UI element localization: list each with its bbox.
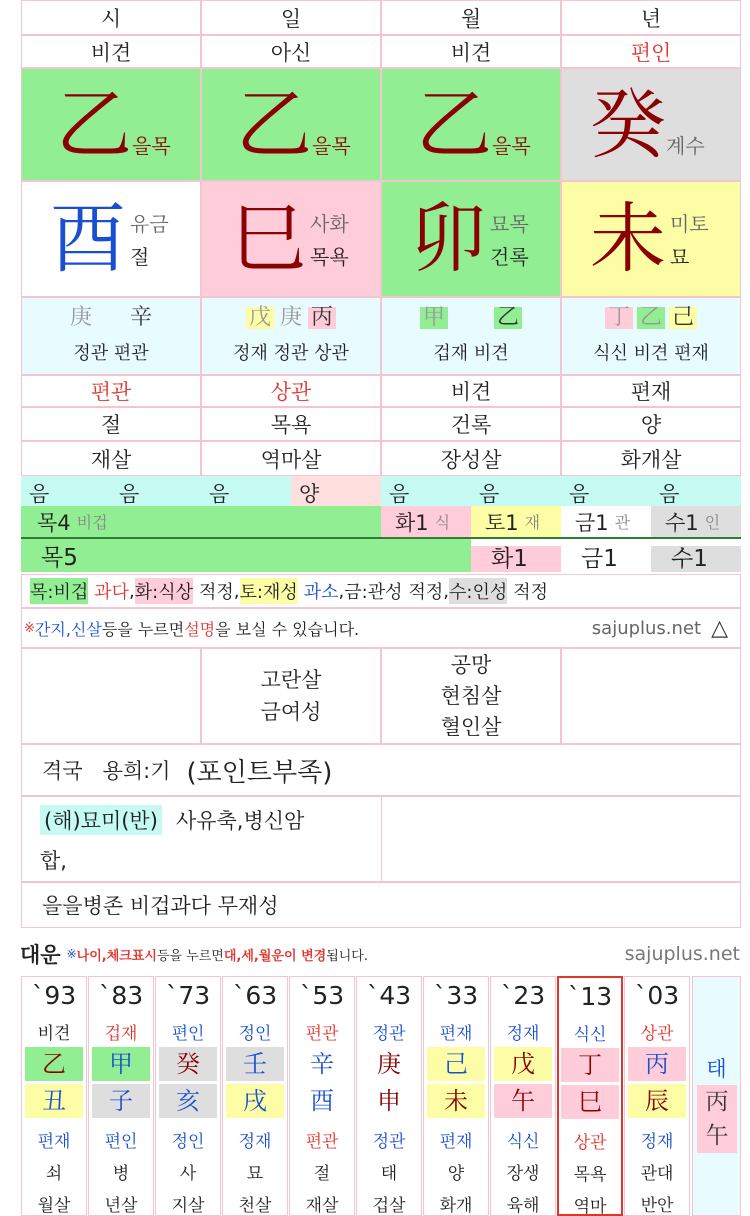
daeun-site-link[interactable]: sajuplus.net <box>624 943 740 965</box>
daeun-bgod: 정재 <box>640 1132 674 1152</box>
yinyang-cell: 음 <box>119 482 140 506</box>
daeun-stem: 癸 <box>159 1047 217 1081</box>
daeun-sal: 지살 <box>171 1196 205 1216</box>
daeun-stem: 丁 <box>561 1048 619 1082</box>
stage-label: 절 <box>100 413 122 437</box>
tengod-day[interactable] <box>201 35 381 68</box>
daeun-god: 겁재 <box>104 1024 138 1044</box>
main-label: 상관 <box>270 380 312 404</box>
daeun-stage: 절 <box>313 1164 331 1184</box>
header-hour <box>21 0 201 35</box>
stem-label: 을목 <box>132 134 171 158</box>
header-month <box>381 0 561 35</box>
daeun-stem: 戊 <box>494 1047 552 1081</box>
daeun-sal: 반안 <box>640 1196 674 1216</box>
daeun-sal: 천살 <box>238 1196 272 1216</box>
daeun-branch: 酉 <box>293 1084 351 1118</box>
branch-day[interactable] <box>201 181 381 297</box>
branch-label: 묘목 <box>490 212 529 236</box>
branch-year[interactable] <box>561 181 741 297</box>
sal-label: 역마살 <box>260 447 322 472</box>
hidden-month[interactable] <box>381 297 561 375</box>
sinsal-item: 고란살 <box>260 668 322 692</box>
note-end: 을 보실 수 있습니다. <box>215 619 360 639</box>
balance-geum-state: 적정 <box>408 582 444 603</box>
daeun-branch: 戌 <box>226 1084 284 1118</box>
hidden-hour[interactable] <box>21 297 201 375</box>
sal-label: 화개살 <box>620 447 682 472</box>
daeun-pre: 나이,체크표시 <box>76 948 157 964</box>
tengod-month[interactable] <box>381 35 561 68</box>
summary-text: 을을병존 비겁과다 무재성 <box>42 894 279 918</box>
daeun-col[interactable] <box>490 976 556 1216</box>
main-hour[interactable] <box>21 375 201 407</box>
daeun-col[interactable] <box>88 976 154 1216</box>
tae-stem: 丙 <box>697 1085 737 1119</box>
hidden-stem: 甲 <box>420 307 448 329</box>
daeun-age[interactable]: `73 <box>165 981 211 1010</box>
daeun-bgod: 정인 <box>171 1132 205 1152</box>
daeun-branch: 巳 <box>561 1085 619 1119</box>
daeun-age[interactable]: `13 <box>567 982 613 1011</box>
stage-label: 목욕 <box>270 413 312 437</box>
daeun-mark: ※ <box>66 947 77 961</box>
sal-hour[interactable] <box>21 441 201 476</box>
daeun-age[interactable]: `33 <box>433 981 479 1010</box>
yinyang-cell: 음 <box>569 482 590 506</box>
hidden-names: 식신 비견 편재 <box>593 343 709 364</box>
tae-branch: 午 <box>697 1119 737 1153</box>
hidden-stem: 丙 <box>308 307 336 329</box>
daeun-stage: 병 <box>112 1164 130 1184</box>
daeun-god: 정관 <box>372 1024 406 1044</box>
daeun-stage: 사 <box>179 1164 197 1184</box>
site-link[interactable]: sajuplus.net <box>591 617 702 639</box>
daeun-stage: 목욕 <box>573 1165 607 1185</box>
hidden-names: 정재 정관 상관 <box>233 343 349 364</box>
daeun-god: 정재 <box>506 1024 540 1044</box>
hidden-year[interactable] <box>561 297 741 375</box>
triangle-icon[interactable]: △ <box>711 615 728 641</box>
tengod-label: 비견 <box>450 40 492 65</box>
daeun-god: 편인 <box>171 1024 205 1044</box>
daeun-col-selected[interactable] <box>557 976 623 1216</box>
branch-label: 유금 <box>130 212 169 236</box>
daeun-god: 식신 <box>573 1025 607 1045</box>
sal-year[interactable] <box>561 441 741 476</box>
sinsal-year <box>561 648 741 744</box>
daeun-stage: 쇠 <box>45 1164 63 1184</box>
main-year[interactable] <box>561 375 741 407</box>
daeun-god: 상관 <box>640 1024 674 1044</box>
daeun-stem: 甲 <box>92 1047 150 1081</box>
hidden-stem: 戊 <box>246 307 274 329</box>
sinsal-item: 혈인살 <box>440 714 502 739</box>
branch-month[interactable] <box>381 181 561 297</box>
daeun-age[interactable]: `03 <box>634 981 680 1010</box>
hidden-day[interactable] <box>201 297 381 375</box>
daeun-god: 편재 <box>439 1024 473 1044</box>
daeun-age[interactable]: `53 <box>299 981 345 1010</box>
element-hwa-bar[interactable] <box>381 506 471 537</box>
daeun-god: 정인 <box>238 1024 272 1044</box>
stage-hour[interactable] <box>21 407 201 441</box>
daeun-age[interactable]: `63 <box>232 981 278 1010</box>
stage-year[interactable] <box>561 407 741 441</box>
balance-su-state: 적정 <box>513 582 549 603</box>
balance-comma: , <box>338 580 345 602</box>
hidden-stem: 乙 <box>637 307 665 329</box>
summary-row <box>21 882 741 928</box>
yinyang-cell: 음 <box>29 482 50 506</box>
branch-char: 巳 <box>230 194 306 283</box>
tengod-label: 아신 <box>270 40 312 65</box>
daeun-branch: 子 <box>92 1084 150 1118</box>
stem-char: 癸 <box>590 79 666 169</box>
element-mok-bar[interactable] <box>21 506 381 537</box>
sal-label: 재살 <box>90 447 132 472</box>
element-geum-total[interactable] <box>561 546 651 572</box>
daeun-god: 편관 <box>305 1024 339 1044</box>
daeun-sal: 년살 <box>104 1196 138 1216</box>
daeun-bgod: 편재 <box>37 1132 71 1152</box>
daeun-sal: 육해 <box>506 1196 540 1216</box>
stem-day[interactable] <box>201 68 381 181</box>
stage-month[interactable] <box>381 407 561 441</box>
balance-comma: , <box>443 580 449 602</box>
stage-label: 건록 <box>450 413 492 437</box>
element-su-bar[interactable] <box>651 506 741 537</box>
daeun-col[interactable] <box>21 976 87 1216</box>
tengod-label: 편인 <box>630 40 672 65</box>
daeun-col[interactable] <box>423 976 489 1216</box>
element-hwa-label: 화1 <box>395 510 429 535</box>
balance-mok-state: 과다 <box>94 582 130 603</box>
daeun-age[interactable]: `23 <box>500 981 546 1010</box>
main-label: 비견 <box>450 380 492 404</box>
relations-line2: 합, <box>40 849 67 873</box>
daeun-sal: 재살 <box>305 1196 339 1216</box>
element-geum-label: 금1 <box>575 510 609 535</box>
daeun-stage: 양 <box>447 1164 465 1184</box>
sinsal-day[interactable] <box>201 648 381 744</box>
element-geum-total-label: 금1 <box>581 546 618 572</box>
element-to-bar[interactable] <box>471 506 561 537</box>
daeun-branch: 未 <box>427 1084 485 1118</box>
branch-label: 사화 <box>310 212 349 236</box>
branch-sub: 절 <box>130 245 150 269</box>
daeun-age[interactable]: `93 <box>31 981 77 1010</box>
daeun-header <box>20 938 740 970</box>
stem-year[interactable] <box>561 68 741 181</box>
balance-hwa[interactable]: 화:식상 <box>135 578 193 604</box>
relations-box <box>21 796 382 882</box>
stem-char: 乙 <box>236 79 312 169</box>
yinyang-cell: 양 <box>299 482 320 506</box>
sinsal-hour <box>21 648 201 744</box>
daeun-stage: 묘 <box>246 1164 264 1184</box>
balance-comma: , <box>129 580 135 602</box>
daeun-age[interactable]: `83 <box>98 981 144 1010</box>
balance-to[interactable]: 토:재성 <box>240 578 298 604</box>
daeun-bgod: 편인 <box>104 1132 138 1152</box>
daeun-bgod: 상관 <box>573 1133 607 1153</box>
daeun-bgod: 정관 <box>372 1132 406 1152</box>
element-geum-note: 관 <box>614 513 631 532</box>
daeun-sal: 화개 <box>439 1196 473 1216</box>
main-label: 편재 <box>630 380 672 404</box>
sinsal-item: 공망 <box>450 652 492 677</box>
main-day[interactable] <box>201 375 381 407</box>
relations-rest: 사유축,병신암 <box>175 809 305 833</box>
daeun-sal: 겁살 <box>372 1196 406 1216</box>
hidden-stem: 庚 <box>279 305 302 330</box>
daeun-stage: 장생 <box>506 1164 540 1184</box>
header-hour-label: 시 <box>100 6 122 31</box>
header-year-label: 년 <box>640 6 662 31</box>
element-su-total[interactable] <box>651 546 741 572</box>
stage-day[interactable] <box>201 407 381 441</box>
tae-col[interactable] <box>692 976 741 1216</box>
sinsal-item: 금여성 <box>260 700 322 724</box>
stem-label: 계수 <box>666 134 705 158</box>
daeun-stem: 辛 <box>293 1047 351 1081</box>
daeun-age[interactable]: `43 <box>366 981 412 1010</box>
branch-sub: 목욕 <box>310 245 349 269</box>
daeun-stem: 庚 <box>360 1047 418 1081</box>
relations-empty <box>381 796 741 882</box>
relations-highlight[interactable]: (해)묘미(반) <box>40 805 162 835</box>
branch-hour[interactable] <box>21 181 201 297</box>
branch-sub: 건록 <box>490 245 529 269</box>
header-month-label: 월 <box>460 6 482 31</box>
daeun-col[interactable] <box>289 976 355 1216</box>
main-label: 편관 <box>90 380 132 404</box>
hidden-stem: 辛 <box>130 305 153 330</box>
hidden-names: 정관 편관 <box>73 343 149 364</box>
branch-char: 卯 <box>410 194 486 283</box>
daeun-stem: 壬 <box>226 1047 284 1081</box>
daeun-red: 대,세,월운이 변경 <box>223 948 327 964</box>
header-day <box>201 0 381 35</box>
balance-geum[interactable]: 금:관성 <box>344 582 403 603</box>
daeun-branch: 亥 <box>159 1084 217 1118</box>
stem-month[interactable] <box>381 68 561 181</box>
yonghui-label: 용희:기 <box>102 759 171 783</box>
sinsal-month[interactable] <box>381 648 561 744</box>
hidden-stem: 乙 <box>494 307 522 329</box>
element-mok-label: 목4 <box>37 510 71 535</box>
element-su-total-label: 수1 <box>671 546 708 572</box>
element-geum-bar[interactable] <box>561 506 651 537</box>
note-mid: 등을 누르면 <box>101 619 185 639</box>
daeun-bgod: 식신 <box>506 1132 540 1152</box>
yinyang-cell: 음 <box>659 482 680 506</box>
daeun-bgod: 편재 <box>439 1132 473 1152</box>
branch-label: 미토 <box>670 212 709 236</box>
yinyang-cell: 음 <box>209 482 230 506</box>
daeun-col[interactable] <box>624 976 690 1216</box>
balance-comma: , <box>233 580 240 602</box>
daeun-sal: 월살 <box>37 1196 71 1216</box>
daeun-col[interactable] <box>222 976 288 1216</box>
daeun-title: 대운 <box>20 943 61 967</box>
element-mok-total-label: 목5 <box>41 545 78 571</box>
balance-hwa-state: 적정 <box>198 582 234 603</box>
daeun-mid: 등을 누르면 <box>156 948 224 964</box>
gyeokguk-row <box>21 744 741 796</box>
gyeokguk-label: 격국 <box>42 759 83 783</box>
balance-su[interactable]: 수:인성 <box>449 578 507 604</box>
tengod-year[interactable] <box>561 35 741 68</box>
note-explain: 설명 <box>184 619 216 639</box>
stem-char: 乙 <box>416 79 492 169</box>
stem-hour[interactable] <box>21 68 201 181</box>
element-mok-note: 비겁 <box>76 513 108 532</box>
tengod-label: 비견 <box>90 40 132 65</box>
hidden-stem: 庚 <box>69 305 92 330</box>
note-line <box>21 608 741 648</box>
daeun-branch: 午 <box>494 1084 552 1118</box>
yinyang-cell: 음 <box>389 482 410 506</box>
stem-char: 乙 <box>56 79 132 169</box>
stage-label: 양 <box>640 413 662 437</box>
daeun-bgod: 편관 <box>305 1132 339 1152</box>
daeun-stage: 태 <box>380 1164 398 1184</box>
element-hwa-total-label: 화1 <box>491 546 528 572</box>
element-balance <box>21 574 741 608</box>
daeun-col[interactable] <box>155 976 221 1216</box>
daeun-stem: 丙 <box>628 1047 686 1081</box>
stem-label: 을목 <box>492 134 531 158</box>
hidden-stem: 丁 <box>605 307 633 329</box>
sal-label: 장성살 <box>440 447 502 472</box>
sal-day[interactable] <box>201 441 381 476</box>
element-hwa-total[interactable] <box>471 546 561 572</box>
header-year <box>561 0 741 35</box>
daeun-god: 비견 <box>37 1024 71 1044</box>
daeun-end: 됩니다. <box>326 948 368 964</box>
balance-to-state: 과소 <box>303 582 339 603</box>
hidden-names: 겁재 비견 <box>433 343 509 364</box>
main-month[interactable] <box>381 375 561 407</box>
yinyang-cell: 음 <box>479 482 500 506</box>
header-day-label: 일 <box>280 6 302 31</box>
stem-label: 을목 <box>312 134 351 158</box>
element-su-note: 인 <box>704 513 721 532</box>
daeun-stem: 乙 <box>25 1047 83 1081</box>
element-su-label: 수1 <box>665 510 699 535</box>
note-ganji: 간지,신살 <box>34 619 102 639</box>
element-mok-total[interactable] <box>21 539 471 572</box>
daeun-sal: 역마 <box>573 1197 607 1216</box>
point-button[interactable]: (포인트부족) <box>186 757 333 788</box>
daeun-stem: 己 <box>427 1047 485 1081</box>
element-to-note: 재 <box>524 513 541 532</box>
daeun-branch: 申 <box>360 1084 418 1118</box>
daeun-branch: 辰 <box>628 1084 686 1118</box>
element-hwa-note: 식 <box>434 513 451 532</box>
element-to-label: 토1 <box>485 510 519 535</box>
branch-sub: 묘 <box>670 245 690 269</box>
branch-char: 酉 <box>50 194 126 283</box>
daeun-col[interactable] <box>356 976 422 1216</box>
daeun-bgod: 정재 <box>238 1132 272 1152</box>
sal-month[interactable] <box>381 441 561 476</box>
tengod-hour[interactable] <box>21 35 201 68</box>
daeun-branch: 丑 <box>25 1084 83 1118</box>
sinsal-item: 현침살 <box>440 683 502 708</box>
branch-char: 未 <box>590 194 666 283</box>
note-mark: ※ <box>24 620 35 636</box>
tae-label: 태 <box>706 1057 727 1081</box>
hidden-stem: 己 <box>669 307 697 329</box>
daeun-stage: 관대 <box>640 1164 674 1184</box>
balance-mok[interactable]: 목:비겁 <box>30 578 88 604</box>
